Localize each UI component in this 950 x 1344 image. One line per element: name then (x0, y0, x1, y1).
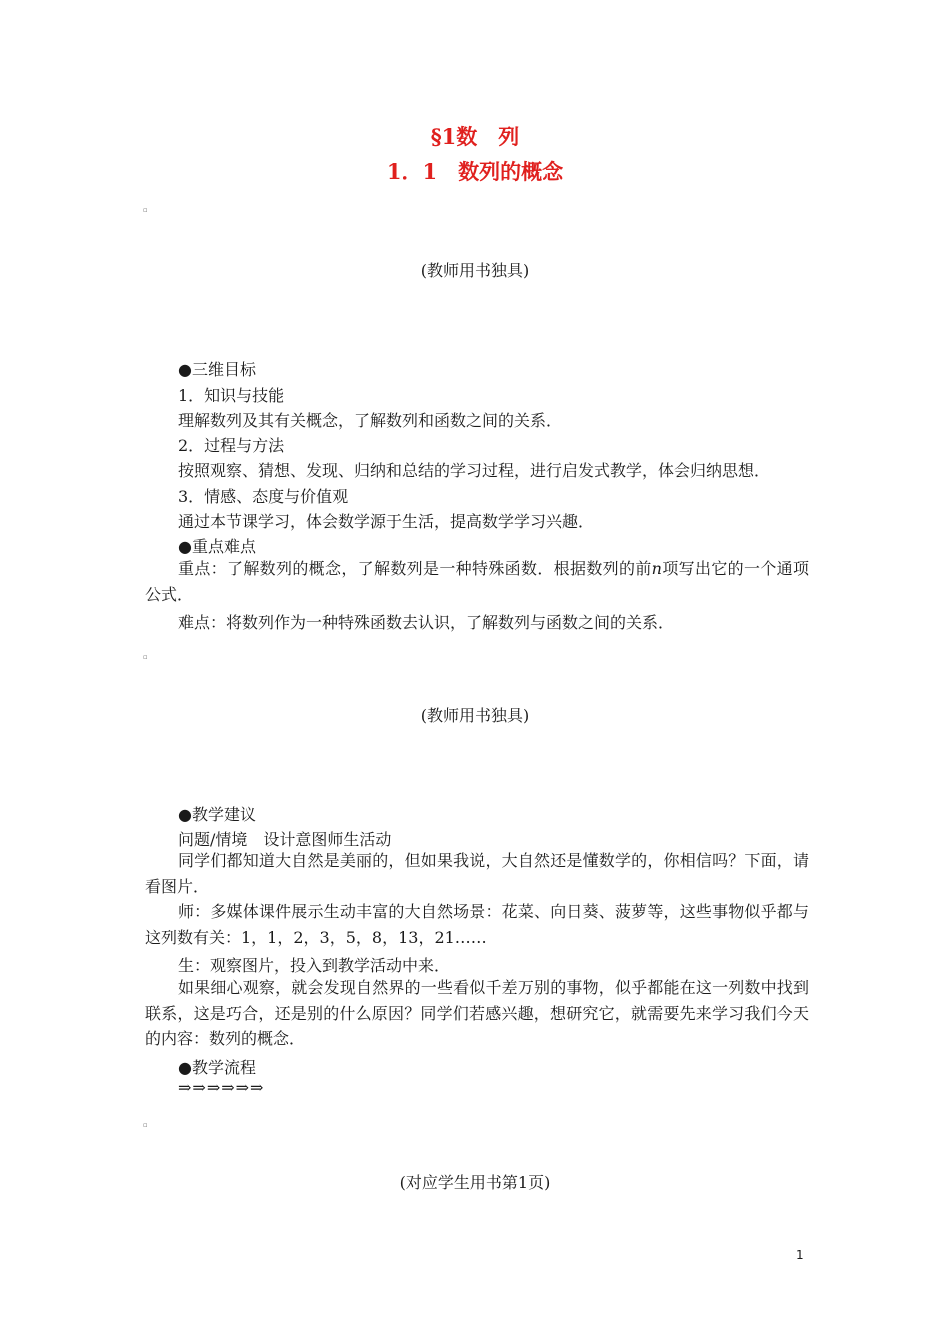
flow-arrows: ⇒⇒⇒⇒⇒⇒ (178, 1078, 265, 1097)
difficulty-text: 难点：将数列作为一种特殊函数去认识，了解数列与函数之间的关系． (178, 613, 675, 632)
focus-paragraph (145, 556, 809, 607)
observation-paragraph: 如果细心观察，就会发现自然界的一些看似千差万别的事物，似乎都能在这一列数中找到联系，这是巧合，还是别的什么原因？同学们若感兴趣，想研究它，就需要先来学习我们今天的内容：数列的概念． (145, 978, 809, 1048)
objective-3-text: 通过本节课学习，体会数学源于生活，提高数学学习兴趣． (178, 512, 595, 531)
lesson-title: 1．1 数列的概念 (386, 159, 564, 184)
objective-3-title: 3．情感、态度与价值观 (178, 487, 349, 506)
focus-prefix: 重点：了解数列的概念，了解数列是一种特殊函数．根据数列的前 (178, 559, 652, 578)
suggestions-heading: ●教学建议 (178, 805, 256, 824)
flow-heading: ●教学流程 (178, 1058, 256, 1077)
objective-2-text: 按照观察、猜想、发现、归纳和总结的学习过程，进行启发式教学，体会归纳思想． (178, 461, 771, 480)
key-points-heading: ●重点难点 (178, 537, 256, 556)
student-activity-text: 生：观察图片，投入到教学活动中来． (178, 956, 451, 975)
section-marker-3: ▫ (143, 1121, 148, 1129)
section-marker: ▫ (143, 206, 148, 214)
teacher-activity-paragraph: 师：多媒体课件展示生动丰富的大自然场景：花菜、向日葵、菠萝等，这些事物似乎都与这列数有关：1，1，2，3，5，8，13，21…… (145, 902, 809, 947)
objective-1-title: 1．知识与技能 (178, 386, 285, 405)
intro-paragraph: 同学们都知道大自然是美丽的，但如果我说，大自然还是懂数学的，你相信吗？下面，请看图片． (145, 851, 809, 896)
page-number: 1 (796, 1248, 804, 1262)
objectives-heading: ●三维目标 (178, 360, 256, 379)
focus-variable: n (651, 559, 662, 578)
student-book-reference: (对应学生用书第1页) (399, 1173, 551, 1192)
objective-2-title: 2．过程与方法 (178, 436, 285, 455)
section-title: §1数 列 (430, 124, 520, 149)
activity-table-header: 问题/情境 设计意图师生活动 (178, 830, 392, 849)
focus-suffix: 项写出它的一个通项公式． (145, 559, 809, 604)
objective-1-text: 理解数列及其有关概念，了解数列和函数之间的关系． (178, 411, 563, 430)
teacher-note: (教师用书独具) (420, 261, 530, 280)
section-marker-2: ▫ (143, 653, 148, 661)
teacher-note-2: (教师用书独具) (420, 706, 530, 725)
